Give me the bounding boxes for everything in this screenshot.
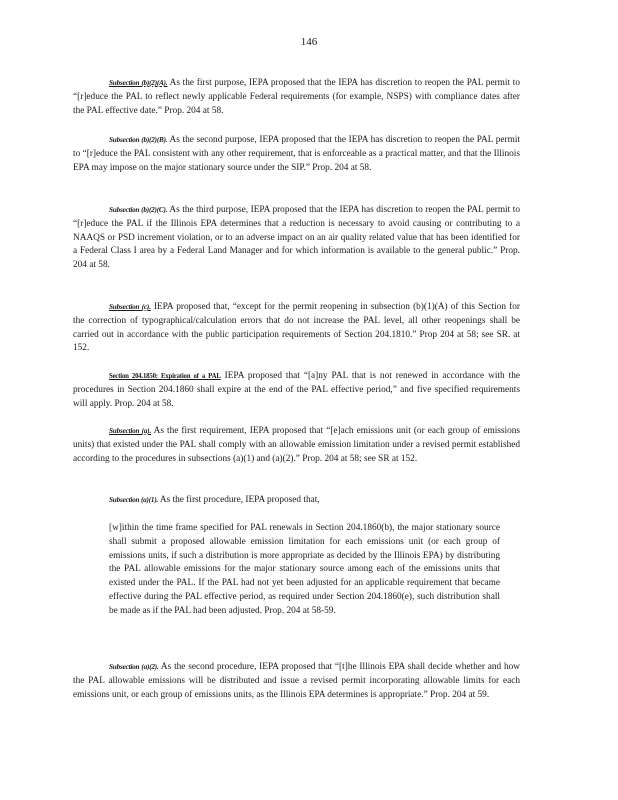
paragraph-a2 [73, 661, 520, 702]
paragraph-a1 [73, 494, 520, 508]
page-number: 146 [300, 36, 318, 48]
paragraph-text: As the first purpose, IEPA proposed that the IEPA has discretion to reopen the PAL permit to “[r]educe the PAL to reflect newly applicable Federal requirements (for example, NSPS) with compliance dates after the PAL effective date.” Prop. 204 at 58. [73, 78, 520, 116]
paragraph-a [73, 425, 520, 466]
paragraph-b2b [73, 134, 520, 175]
subsection-heading: Subsection (a). [109, 427, 152, 435]
paragraph-c [73, 301, 520, 356]
paragraph-b2a [73, 77, 520, 118]
paragraph-text: As the third purpose, IEPA proposed that the IEPA has discretion to reopen the PAL permit to “[r]educe the PAL if the Illinois EPA determines that a reduction is necessary to avoid causing or contributing to a NAAQS or PSD increment violation, or to an adverse impact on an air quality related value that has been identified for a Federal Class I area by a Federal Land Manager and for which information is available to the general public.” Prop. 204 at 58. [73, 205, 521, 271]
paragraph-b2c [73, 204, 520, 273]
paragraph-text: As the first requirement, IEPA proposed that “[e]ach emissions unit (or each group of emissions units) that existed under the PAL shall comply with an allowable emission limitation under a revised permit established according to the procedures in subsections (a)(1) and (a)(2).” Prop. 204 at 58; see SR at 152. [73, 426, 521, 464]
block-quote: [w]ithin the time frame specified for PAL renewals in Section 204.1860(b), the major stationary source shall submit a proposed allowable emission limitation for each emissions unit (or each group of emissions units, if such a distribution is more appropriate as decided by the Illinois EPA) by distributing the PAL allowable emissions for the major stationary source among each of the emissions units that existed under the PAL. If the PAL had not yet been adjusted for an applicable requirement that became effective during the PAL effective period, as required under Section 204.1860(e), such distribution shall be made as if the PAL had been adjusted. Prop. 204 at 58-59. [109, 523, 500, 616]
section-heading: Section 204.1850: Expiration of a PAL [109, 373, 221, 380]
paragraph-text: As the first procedure, IEPA proposed that, [159, 495, 320, 505]
subsection-heading: Subsection (b)(2)(B). [109, 136, 168, 144]
subsection-heading: Subsection (b)(2)(A). [109, 79, 168, 87]
paragraph-text: IEPA proposed that “[a]ny PAL that is not renewed in accordance with the procedures in Section 204.1860 shall expire at the end of the PAL effective period,” and five specified requirements will apply. Prop. 204 at 58. [73, 371, 520, 409]
subsection-heading: Subsection (a)(1). [109, 496, 159, 504]
subsection-heading: Subsection (a)(2). [109, 663, 159, 671]
paragraph-text: As the second procedure, IEPA proposed that “[t]he Illinois EPA shall decide whether and how the PAL allowable emissions will be distributed and issue a revised permit incorporating allowable limits for each emissions unit, or each group of emissions units, as the Illinois EPA determines is appropriate.” Prop. 204 at 59. [73, 662, 521, 700]
paragraph-text: IEPA proposed that, “except for the permit reopening in subsection (b)(1)(A) of this Section for the correction of typographical/calculation errors that do not increase the PAL level, all other reopenings shall be carried out in accordance with the public participation requirements of Section 204.1810.” Prop 204 at 58; see SR. at 152. [73, 302, 520, 354]
paragraph-section-1850 [73, 370, 520, 411]
subsection-heading: Subsection (b)(2)(C). [109, 206, 168, 214]
subsection-heading: Subsection (c). [109, 303, 151, 311]
paragraph-text: As the second purpose, IEPA proposed that the IEPA has discretion to reopen the PAL permit to “[r]educe the PAL consistent with any other requirement, that is enforceable as a practical matter, and that the Illinois EPA may impose on the major stationary source under the SIP.” Prop. 204 at 58. [73, 135, 520, 173]
